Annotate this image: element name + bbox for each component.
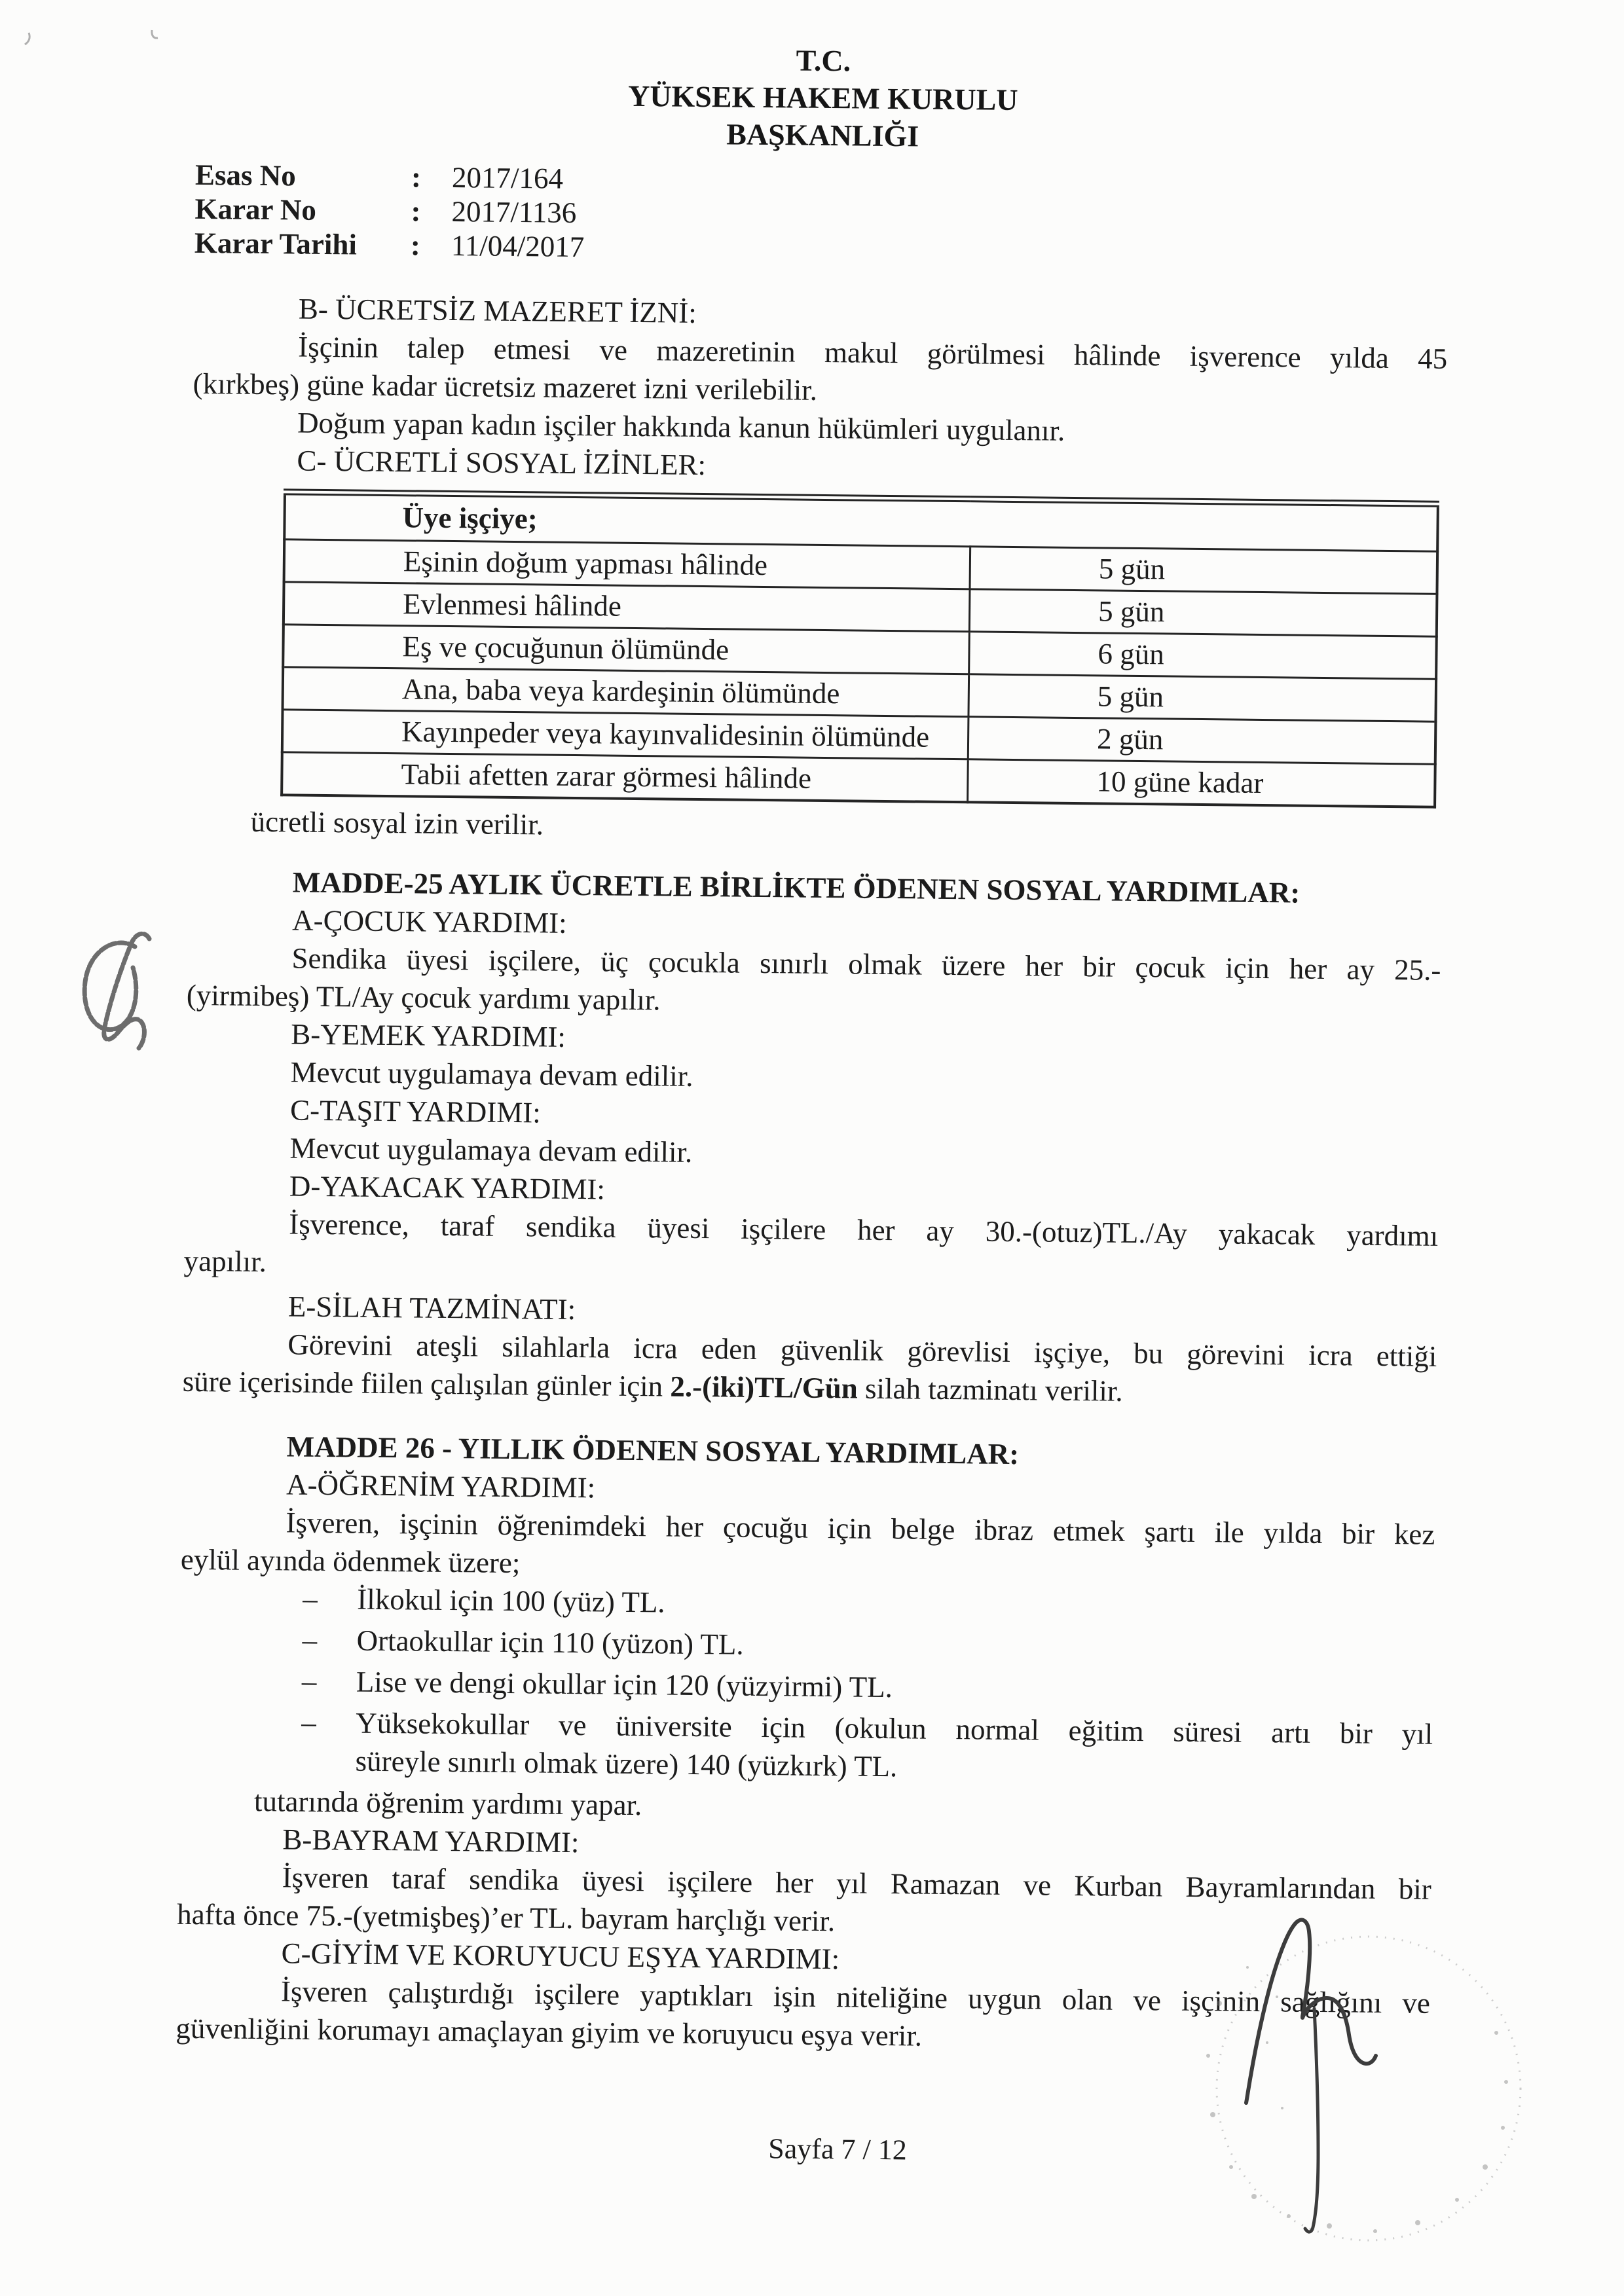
leave-days-cell: 2 gün [968, 717, 1435, 764]
leave-days-cell: 10 güne kadar [968, 759, 1435, 807]
madde-25-b-heading: B-YEMEK YARDIMI: [291, 1017, 566, 1053]
leave-reason-cell: Eş ve çocuğunun ölümünde [283, 625, 969, 674]
paragraph-line: (yirmibeş) TL/Ay çocuk yardımı yapılır. [186, 978, 661, 1017]
paragraph-line: İşveren, işçinin öğrenimdeki her çocuğu için belge ibraz etmek şartı ile yılda bir kez [286, 1506, 1435, 1551]
list-item-text: Yüksekokullar ve üniversite için (okulun normal eğitim süresi artı bir yıl [356, 1706, 1433, 1751]
paragraph-line: Görevini ateşli silahlarla icra eden güvenlik görevlisi işçiye, bu görevini icra ettiği [287, 1328, 1437, 1373]
paragraph-line: eylül ayında ödenmek üzere; [180, 1542, 521, 1580]
leave-days-cell: 5 gün [969, 589, 1437, 636]
list-item-text: süreyle sınırlı olmak üzere) 140 (yüzkırk) TL. [355, 1744, 898, 1783]
list-item-text: İlkokul için 100 (yüz) TL. [357, 1582, 665, 1619]
paragraph-line: (kırkbeş) güne kadar ücretsiz mazeret izni verilebilir. [193, 367, 818, 407]
paragraph-segment: silah tazminatı verilir. [857, 1372, 1123, 1408]
letterhead-line-presidency: BAŞKANLIĞI [726, 117, 919, 153]
case-label: Karar Tarihi [194, 226, 358, 261]
leave-reason-cell: Ana, baba veya kardeşinin ölümünde [283, 667, 969, 717]
paragraph-line: hafta önce 75.-(yetmişbeş)’er TL. bayram harçlığı verir. [176, 1897, 836, 1938]
paragraph-line: İşçinin talep etmesi ve mazeretinin makul görülmesi hâlinde işverence yılda 45 [298, 330, 1448, 375]
letterhead-line-institution: YÜKSEK HAKEM KURULU [627, 79, 1018, 117]
case-label: Esas No [194, 158, 297, 192]
madde-26-a-heading: A-ÖĞRENİM YARDIMI: [286, 1468, 596, 1504]
madde-26-heading: MADDE 26 - YILLIK ÖDENEN SOSYAL YARDIMLAR: [286, 1430, 1020, 1471]
dash-bullet: – [303, 1582, 318, 1615]
list-item [178, 1702, 1433, 1791]
dash-bullet: – [301, 1705, 317, 1739]
list-item-text: Ortaokullar için 110 (yüzon) TL. [356, 1624, 744, 1661]
paragraph-segment: süre içerisinde fiilen çalışılan günler için [182, 1364, 671, 1403]
madde-25-c-heading: C-TAŞIT YARDIMI: [289, 1093, 541, 1129]
leave-days-cell: 6 gün [969, 632, 1437, 679]
case-value: 2017/164 [451, 160, 564, 195]
madde-25-heading: MADDE-25 AYLIK ÜCRETLE BİRLİKTE ÖDENEN SOSYAL YARDIMLAR: [292, 866, 1301, 909]
silah-tazminati-amount: 2.-(iki)TL/Gün [670, 1370, 858, 1405]
case-info-block [194, 158, 1450, 273]
case-value: 2017/1136 [451, 194, 577, 229]
madde-26-b-heading: B-BAYRAM YARDIMI: [282, 1823, 580, 1859]
paragraph-line: ücretli sosyal izin verilir. [250, 805, 544, 841]
list-item-text: Lise ve dengi okullar için 120 (yüzyirmi) TL. [356, 1665, 893, 1704]
letterhead-line-tc: T.C. [796, 43, 851, 78]
paragraph-line: güvenliğini korumayı amaçlayan giyim ve koruyucu eşya verir. [175, 2011, 923, 2052]
paragraph-line: İşveren çalıştırdığı işçilere yaptıkları işin niteliğine uygun olan ve işçinin sağlığını ve [280, 1975, 1431, 2020]
dash-bullet: – [302, 1623, 318, 1656]
paragraph-line: Mevcut uygulamaya devam edilir. [290, 1055, 693, 1093]
paragraph-line: Mevcut uygulamaya devam edilir. [289, 1131, 693, 1169]
paragraph-line: İşverence, taraf sendika üyesi işçilere her ay 30.-(otuz)TL./Ay yakacak yardımı [289, 1207, 1439, 1252]
dash-bullet: – [301, 1664, 317, 1698]
paragraph-line: İşveren taraf sendika üyesi işçilere her yıl Ramazan ve Kurban Bayramlarından bir [282, 1861, 1431, 1906]
madde-25-e-heading: E-SİLAH TAZMİNATI: [287, 1290, 576, 1326]
letterhead [195, 35, 1450, 160]
madde-25-a-heading: A-ÇOCUK YARDIMI: [291, 903, 567, 939]
paragraph-line: tutarında öğrenim yardımı yapar. [253, 1784, 642, 1822]
paragraph-line: Doğum yapan kadın işçiler hakkında kanun hükümleri uygulanır. [297, 406, 1065, 447]
case-colon: : [411, 194, 421, 228]
leave-days-cell: 5 gün [969, 674, 1436, 721]
section-c-heading: C- ÜCRETLİ SOSYAL İZİNLER: [297, 444, 707, 482]
case-colon: : [410, 228, 421, 262]
paragraph-line: yapılır. [183, 1244, 267, 1279]
madde-25-d-heading: D-YAKACAK YARDIMI: [289, 1169, 606, 1206]
case-value: 11/04/2017 [451, 228, 585, 264]
madde-26-c-heading: C-GİYİM VE KORUYUCU EŞYA YARDIMI: [281, 1937, 840, 1976]
leave-reason-cell: Kayınpeder veya kayınvalidesinin ölümünde [282, 710, 969, 759]
table-header-cell: Üye işçiye; [284, 492, 1438, 551]
paragraph-line: Sendika üyesi işçilere, üç çocukla sınırlı olmak üzere her bir çocuk için her ay 25.- [291, 941, 1441, 987]
section-b-heading: B- ÜCRETSİZ MAZERET İZNİ: [298, 292, 697, 329]
leave-reason-cell: Evlenmesi hâlinde [284, 582, 970, 632]
page-number: Sayfa 7 / 12 [768, 2132, 907, 2166]
leave-reason-cell: Tabii afetten zarar görmesi hâlinde [282, 752, 968, 802]
paid-social-leave-table [280, 488, 1439, 808]
leave-days-cell: 5 gün [970, 547, 1437, 594]
case-label: Karar No [194, 192, 317, 227]
case-colon: : [411, 160, 422, 194]
leave-reason-cell: Eşinin doğum yapması hâlinde [284, 539, 970, 589]
